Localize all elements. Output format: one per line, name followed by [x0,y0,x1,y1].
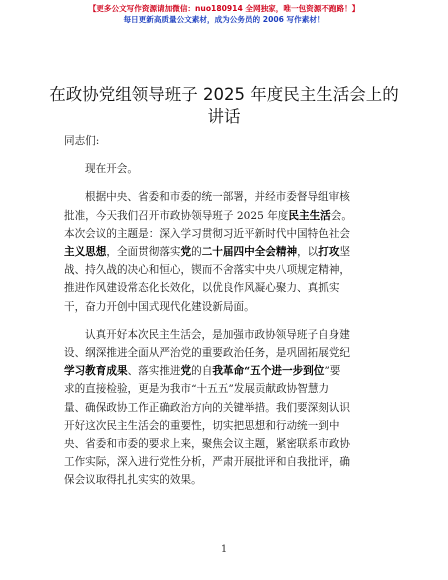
bold-phrase: 学习教育成果 [64,365,128,378]
paragraph-line: 工作实际，深入进行党性分析，严肃开展批评和自我批评，确 [64,456,351,469]
bold-phrase: “五个进一 [244,365,293,378]
bold-phrase: 党 [180,365,192,378]
bold-phrase: 主义思想 [64,246,107,259]
bold-phrase: 步到位 [292,365,325,378]
paragraph-line: 干，奋力开创中国式现代化建设新局面。 [64,300,255,313]
promo-banner-line-1: 【更多公文写作资源请加微信：nuo180914 全网独家，唯一包资源不跑路！】 [88,4,360,13]
document-body [64,132,394,490]
paragraph-line: 设、纲深推进全面从严治党的重要政治任务，是巩固拓展党纪 [64,347,351,360]
paragraph-line: 推进作风建设常态化长效化，以优良作风凝心聚力、真抓实 [64,282,340,295]
paragraph-line: 求的直接检验，更是为我市“十五五”发展贡献政协智慧力 [64,383,330,396]
title-line-1: 在政协党组领导班子 2025 年度民主生活会上的 [49,85,399,104]
title-line-2: 讲话 [207,107,241,126]
bold-phrase: 中全会 [244,246,276,259]
bold-phrase: 二十届四 [201,246,245,259]
greeting: 同志们: [64,135,100,147]
paragraph-line: 学习教育成果、落实推进党的自我革命“五个进一步到位”要 [64,365,341,378]
paragraph-line: 根据中央、省委和市委的统一部署，并经市委督导组审核 [85,191,350,204]
bold-phrase: 打攻 [318,246,340,259]
paragraph-line: 战、持久战的决心和恒心，锲而不舍落实中央八项规定精神， [64,264,351,277]
paragraph-line: 本次会议的主题是：深入学习贯彻习近平新时代中国特色社会 [64,227,351,240]
paragraph-line: 批准，今天我们召开市政协领导班子 2025 年度民主生活会。 [64,209,352,222]
paragraph-line: 保会议取得扎扎实实的效果。 [64,474,202,487]
document-title [0,84,448,128]
opening-line: 现在开会。 [85,163,138,176]
paragraph-line: 央、省委和市委的要求上来，聚焦会议主题，紧密联系市政协 [64,438,351,451]
page-number: 1 [220,544,228,555]
paragraph-line: 开好这次民主生活会的重要性，切实把思想和行动统一到中 [64,419,340,432]
paragraph-line: 认真开好本次民主生活会，是加强市政协领导班子自身建 [85,328,350,341]
promo-banner [0,3,448,25]
bold-phrase: 我革命 [212,365,245,378]
promo-banner-line-2: 每日更新高质量公文素材，成为公务员的 2006 写作素材！ [123,15,325,24]
paragraph-line: 主义思想，全面贯彻落实党的二十届四中全会精神，以打攻坚 [64,246,351,259]
paragraph-1 [64,188,394,315]
bold-phrase: 党 [180,246,192,259]
bold-phrase: 民主生活 [288,209,331,222]
paragraph-2 [64,326,394,490]
bold-phrase: 精神 [275,246,298,259]
paragraph-line: 量、确保政协工作正确政治方向的关键举措。我们要深刻认识 [64,401,351,414]
